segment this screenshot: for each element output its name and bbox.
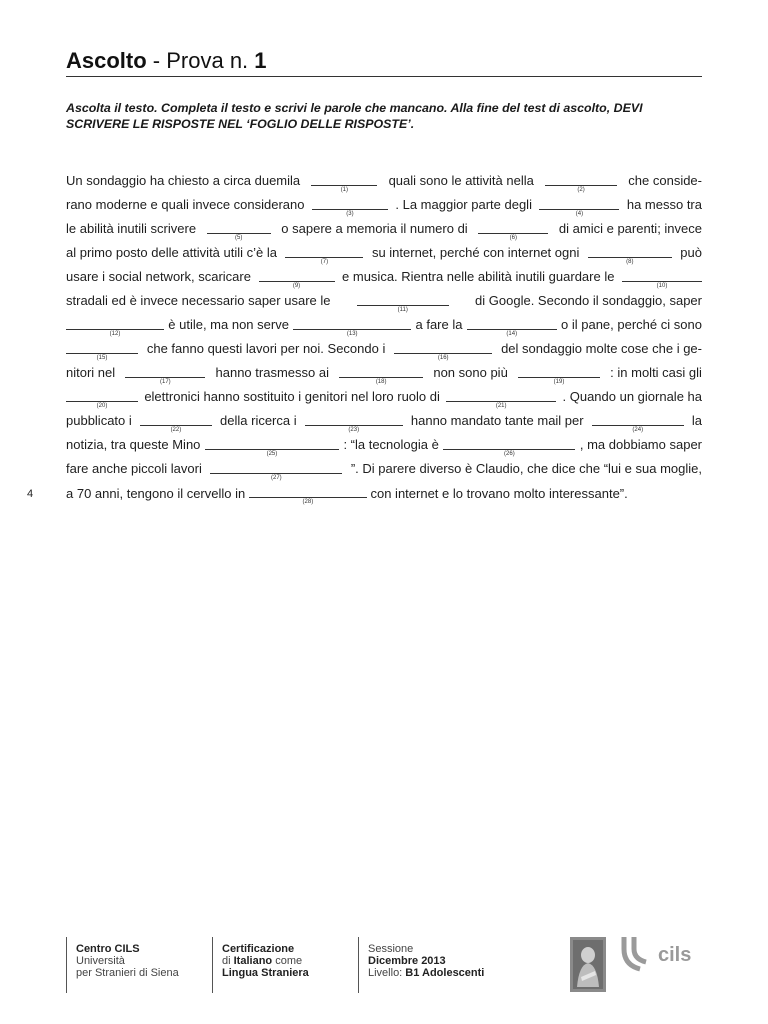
instructions: Ascolta il testo. Completa il testo e scrivi le parole che mancano. Alla fine del test di ascolto, DEVI SCRIVERE LE RISPOSTE NEL ‘FOGLIO DELLE RISPOSTE’. (66, 101, 643, 131)
blank-2[interactable]: (2) (545, 172, 617, 186)
blank-7[interactable]: (7) (285, 244, 363, 258)
blank-19[interactable]: (19) (518, 364, 600, 378)
page-number: 4 (27, 488, 34, 500)
page-title: Ascolto - Prova n. 1 (66, 48, 267, 73)
blank-6[interactable]: (6) (478, 220, 548, 234)
blank-26[interactable]: (26) (443, 436, 575, 450)
blank-9[interactable]: (9) (259, 268, 335, 282)
blank-20[interactable]: (20) (66, 388, 138, 402)
text-line-4: al primo posto delle attività utili c’è la (7) su internet, perché con internet ogni (8) può (66, 245, 702, 265)
footer-divider (212, 937, 213, 993)
text-line-9: nitori nel (17) hanno trasmesso ai (18) non sono più (19) : in molti casi gli (66, 365, 702, 385)
footer-sessione: Sessione Dicembre 2013 Livello: B1 Adolescenti (368, 943, 485, 979)
blank-11[interactable]: (11) (357, 292, 449, 306)
footer-divider (66, 937, 67, 993)
blank-28[interactable]: (28) (249, 484, 367, 498)
blank-24[interactable]: (24) (592, 412, 684, 426)
blank-12[interactable]: (12) (66, 316, 164, 330)
blank-18[interactable]: (18) (339, 364, 423, 378)
blank-1[interactable]: (1) (311, 172, 377, 186)
text-line-14: a 70 anni, tengono il cervello in (28) con internet e lo trovano molto interessante”. (66, 486, 628, 505)
text-line-10: (20) elettronici hanno sostituito i genitori nel loro ruolo di (21) . Quando un giornale ha (66, 388, 702, 406)
text-line-12: notizia, tra queste Mino (25) : “la tecnologia è (26) , ma dobbiamo saper (66, 437, 702, 457)
blank-25[interactable]: (25) (205, 436, 339, 450)
text-line-3: le abilità inutili scrivere (5) o sapere a memoria il numero di (6) di amici e parenti; invece (66, 221, 702, 241)
university-seal-image (570, 937, 606, 992)
blank-15[interactable]: (15) (66, 340, 138, 354)
text-line-7: (12) è utile, ma non serve (13) a fare la (14) o il pane, perché ci sono (66, 316, 702, 334)
text-line-2: rano moderne e quali invece considerano (3) . La maggior parte degli (4) ha messo tra (66, 197, 702, 217)
footer-centro-cils: Centro CILS Università per Stranieri di Siena (76, 943, 179, 979)
text-line-5: usare i social network, scaricare (9) e musica. Rientra nelle abilità inutili guardare le (10) (66, 268, 702, 286)
blank-16[interactable]: (16) (394, 340, 492, 354)
footer-certificazione: Certificazione di Italiano come Lingua Straniera (222, 943, 309, 979)
blank-27[interactable]: (27) (210, 460, 342, 474)
blank-23[interactable]: (23) (305, 412, 403, 426)
logo-text: cils (658, 944, 692, 966)
title-rule (66, 76, 702, 77)
blank-5[interactable]: (5) (207, 220, 271, 234)
blank-13[interactable]: (13) (293, 316, 411, 330)
blank-3[interactable]: (3) (312, 196, 388, 210)
blank-10[interactable]: (10) (622, 268, 702, 282)
cils-logo (620, 935, 704, 975)
blank-17[interactable]: (17) (125, 364, 205, 378)
text-line-1: Un sondaggio ha chiesto a circa duemila (1) quali sono le attività nella (2) che conside- (66, 173, 702, 193)
footer-divider (358, 937, 359, 993)
text-line-11: pubblicato i (22) della ricerca i (23) hanno mandato tante mail per (24) la (66, 413, 702, 433)
text-line-13: fare anche piccoli lavori (27) ”. Di parere diverso è Claudio, che dice che “lui e sua moglie, (66, 461, 702, 481)
text-line-8: (15) che fanno questi lavori per noi. Secondo i (16) del sondaggio molte cose che i ge- (66, 340, 702, 358)
blank-22[interactable]: (22) (140, 412, 212, 426)
blank-21[interactable]: (21) (446, 388, 556, 402)
blank-8[interactable]: (8) (588, 244, 672, 258)
text-line-6: stradali ed è invece necessario saper usare le (11) di Google. Secondo il sondaggio, saper (66, 293, 702, 313)
blank-14[interactable]: (14) (467, 316, 557, 330)
blank-4[interactable]: (4) (539, 196, 619, 210)
